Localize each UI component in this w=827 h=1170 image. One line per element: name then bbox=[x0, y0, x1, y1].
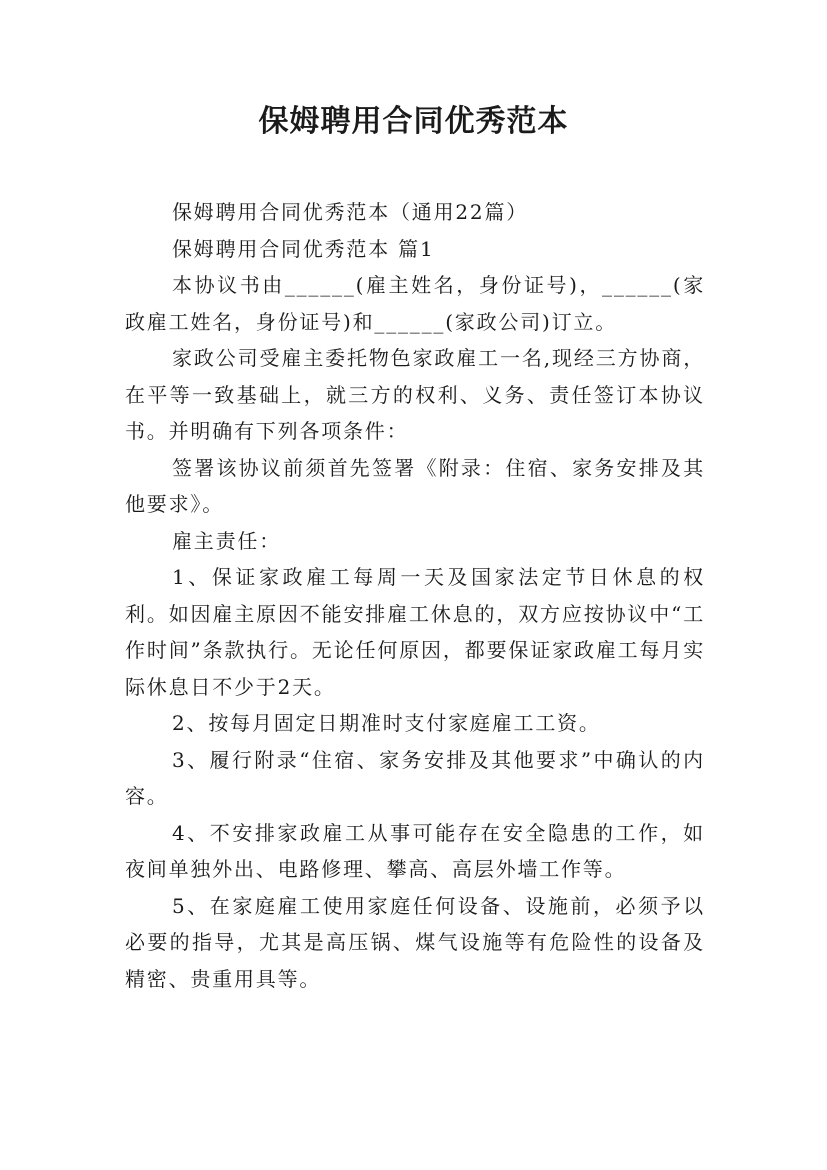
paragraph-duty-2: 2、按每月固定日期准时支付家庭雇工工资。 bbox=[172, 711, 601, 735]
paragraph-parties: 本协议书由______(雇主姓名，身份证号)，______(家政雇工姓名，身份证号)和______(家政公司)订立。 bbox=[125, 273, 705, 334]
paragraph-duty-3: 3、履行附录“住宿、家务安排及其他要求”中确认的内容。 bbox=[125, 747, 705, 808]
paragraph-duty-1: 1、保证家政雇工每周一天及国家法定节日休息的权利。如因雇主原因不能安排雇工休息的，双方应按协议中“工作时间”条款执行。无论任何原因，都要保证家政雇工每月实际休息日不少于2天。 bbox=[125, 565, 705, 699]
document-title: 保姆聘用合同优秀范本 bbox=[258, 104, 569, 139]
paragraph-appendix: 签署该协议前须首先签署《附录：住宿、家务安排及其他要求》。 bbox=[125, 455, 705, 516]
document-body bbox=[125, 194, 705, 997]
paragraph-purpose: 家政公司受雇主委托物色家政雇工一名,现经三方协商，在平等一致基础上，就三方的权利、义务、责任签订本协议书。并明确有下列各项条件： bbox=[125, 346, 705, 443]
paragraph-section-heading: 保姆聘用合同优秀范本 篇1 bbox=[172, 236, 435, 261]
paragraph-duty-4: 4、不安排家政雇工从事可能存在安全隐患的工作，如夜间单独外出、电路修理、攀高、高层外墙工作等。 bbox=[125, 820, 705, 881]
paragraph-duty-5: 5、在家庭雇工使用家庭任何设备、设施前，必须予以必要的指导，尤其是高压锅、煤气设施等有危险性的设备及精密、贵重用具等。 bbox=[125, 893, 705, 991]
paragraph-employer-duties-heading: 雇主责任： bbox=[172, 528, 281, 553]
paragraph-subtitle: 保姆聘用合同优秀范本（通用22篇） bbox=[172, 200, 529, 224]
